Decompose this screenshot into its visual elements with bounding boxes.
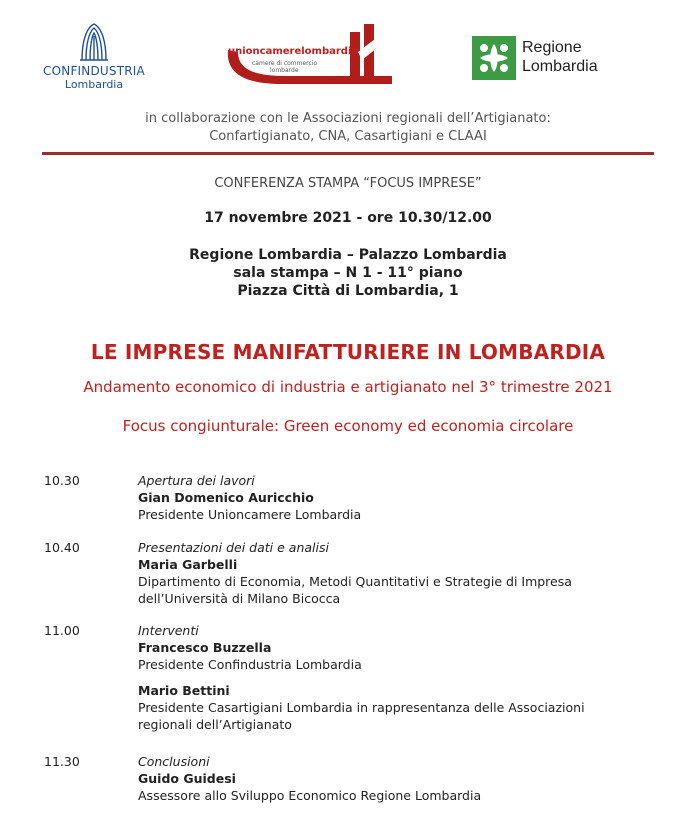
unioncamere-sub1: camere di commercio (252, 60, 318, 67)
unioncamere-logo (222, 22, 398, 94)
subtitle-trend: Andamento economico di industria e artigianato nel 3° trimestre 2021 (83, 378, 613, 396)
speaker-name: Mario Bettini (138, 683, 230, 698)
speaker-name: Gian Domenico Auricchio (138, 490, 314, 505)
location-line1: Regione Lombardia – Palazzo Lombardia (189, 247, 507, 263)
speaker-role: dell’Università di Milano Bicocca (138, 591, 341, 606)
agenda-body (138, 472, 658, 523)
confindustria-emblem-icon (76, 22, 112, 62)
agenda-time: 10.30 (44, 473, 80, 488)
main-title: LE IMPRESE MANIFATTURIERE IN LOMBARDIA (90, 340, 606, 364)
unioncamere-name: unioncamerelombardia (228, 46, 359, 57)
agenda-body (138, 539, 658, 607)
regione-rosa-camuna-icon (472, 36, 516, 80)
speaker-role: Assessore allo Sviluppo Economico Regione Lombardia (138, 788, 482, 803)
location-line3: Piazza Città di Lombardia, 1 (237, 283, 459, 299)
event-date: 17 novembre 2021 - ore 10.30/12.00 (204, 210, 492, 226)
agenda-time: 11.00 (44, 623, 80, 638)
speaker-name: Francesco Buzzella (138, 640, 272, 655)
confindustria-region: Lombardia (64, 78, 124, 91)
speaker-name: Maria Garbelli (138, 557, 238, 572)
agenda-heading: Apertura dei lavori (138, 473, 255, 488)
speaker-role: Dipartimento di Economia, Metodi Quantitativi e Strategie di Impresa (138, 574, 572, 589)
speaker-role: Presidente Unioncamere Lombardia (138, 507, 362, 522)
conference-title: CONFERENZA STAMPA “FOCUS IMPRESE” (214, 176, 482, 191)
regione-name-line2: Lombardia (522, 58, 598, 75)
logo-header (0, 0, 696, 110)
divider-rule (42, 152, 654, 155)
agenda-heading: Conclusioni (138, 754, 210, 769)
speaker-name: Guido Guidesi (138, 771, 236, 786)
event-location (0, 246, 696, 300)
agenda-heading: Presentazioni dei dati e analisi (138, 540, 329, 555)
location-line2: sala stampa – N 1 - 11° piano (233, 265, 463, 281)
agenda-time: 10.40 (44, 540, 80, 555)
confindustria-name: CONFINDUSTRIA (43, 64, 145, 78)
agenda-body (138, 622, 658, 733)
agenda-heading: Interventi (138, 623, 199, 638)
unioncamere-sub2: lombarde (270, 67, 299, 74)
regione-name-line1: Regione (522, 39, 582, 56)
collaboration-note (0, 110, 696, 146)
confindustria-logo (38, 22, 150, 94)
agenda-time: 11.30 (44, 754, 80, 769)
collaboration-line1: in collaborazione con le Associazioni regionali dell’Artigianato: (145, 111, 551, 126)
collaboration-line2: Confartigianato, CNA, Casartigiani e CLAAI (209, 129, 487, 144)
agenda-body (138, 753, 658, 804)
speaker-role: regionali dell’Artigianato (138, 717, 292, 732)
speaker-role: Presidente Confindustria Lombardia (138, 657, 362, 672)
speaker-role: Presidente Casartigiani Lombardia in rappresentanza delle Associazioni (138, 700, 585, 715)
regione-lombardia-logo (472, 36, 632, 80)
subtitle-focus: Focus congiunturale: Green economy ed economia circolare (122, 417, 574, 435)
unioncamere-swoosh-icon (222, 22, 398, 94)
